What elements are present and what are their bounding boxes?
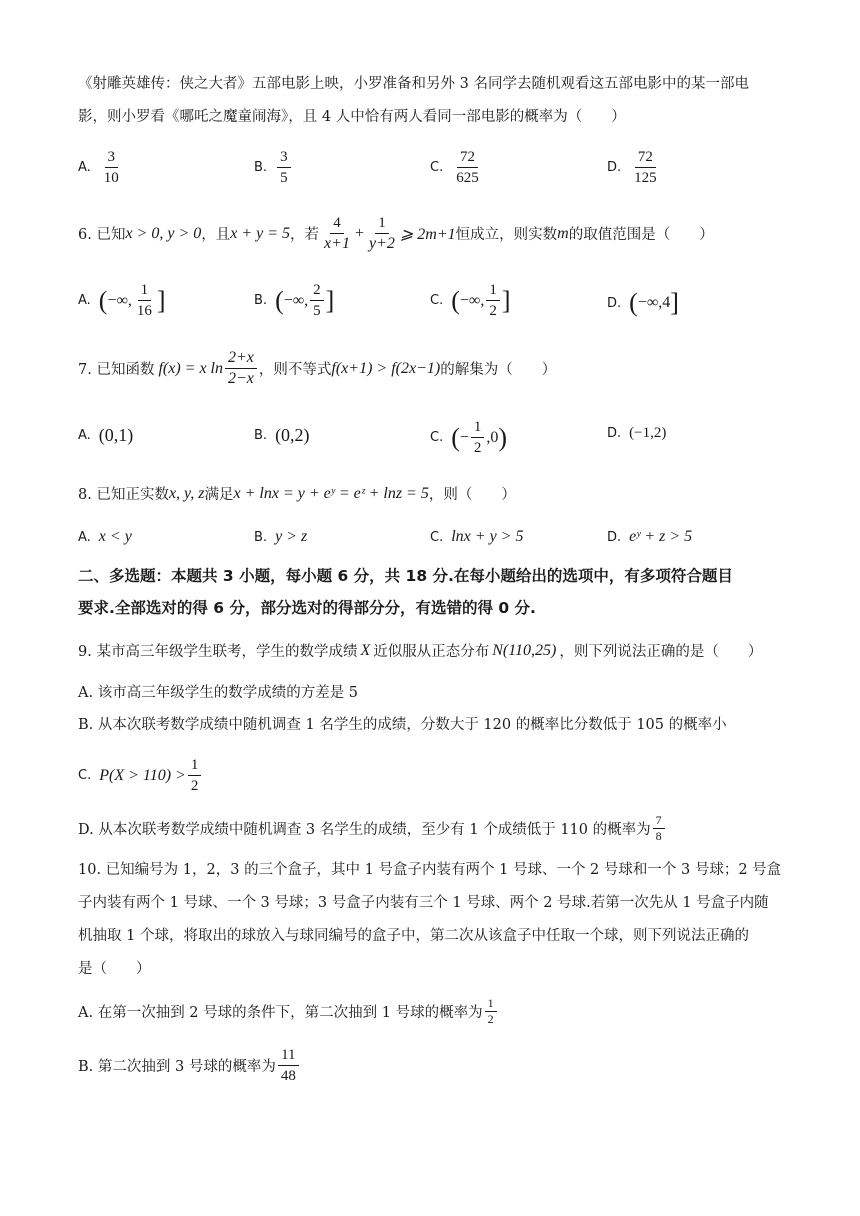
q8-option-c[interactable]: C. lnx + y > 5	[430, 528, 524, 545]
fraction: $\frac{11}{48}$	[278, 1046, 299, 1085]
option-label: B.	[254, 160, 268, 175]
fraction: $\frac{1}{16}$	[136, 282, 152, 319]
q6-option-a[interactable]: A. ( −∞, $\frac{1}{16}$ ]	[78, 282, 166, 319]
fraction: $\frac{1}{y+2}$	[368, 215, 395, 252]
fraction: $\frac{1}{2}$	[485, 997, 497, 1026]
q10-option-a[interactable]: A. 在第一次抽到 2 号球的条件下，第二次抽到 1 号球的概率为 $\frac{1}{2}$	[78, 997, 499, 1026]
q9-option-d[interactable]: D. 从本次联考数学成绩中随机调查 3 名学生的成绩，至少有 1 个成绩低于 110 的概率为 $\frac{7}{8}$	[78, 814, 667, 843]
q5-text-line2: 影，则小罗看《哪吒之魔童闹海》，且 4 人中恰有两人看同一部电影的概率为（ ）	[78, 109, 626, 125]
fraction: $\frac{3}{5}$	[277, 148, 291, 187]
q5-option-a[interactable]	[78, 148, 124, 187]
fraction: $\frac{4}{x+1}$	[324, 215, 350, 252]
fraction: $\frac{3}{10}$	[103, 149, 119, 186]
fraction: $\frac{1}{2}$	[471, 418, 485, 457]
option-label: D.	[607, 160, 622, 175]
q7-option-d[interactable]: D. (−1,2)	[607, 425, 667, 441]
option-label: C.	[430, 160, 444, 175]
option-label: A.	[78, 160, 91, 175]
q9-option-a[interactable]: A. 该市高三年级学生的数学成绩的方差是 5	[78, 685, 359, 701]
q10-option-b[interactable]: B. 第二次抽到 3 号球的概率为 $\frac{11}{48}$	[78, 1046, 301, 1085]
q9-stem: 9. 某市高三年级学生联考，学生的数学成绩 X 近似服从正态分布 N(110,25) ，则下列说法正确的是（ ）	[78, 641, 763, 660]
q7-option-c[interactable]: C. ( − $\frac{1}{2}$ ,0 )	[430, 419, 508, 456]
fraction: $\frac{2}{5}$	[310, 281, 324, 320]
q8-option-d[interactable]: D. eʸ + z > 5	[607, 528, 693, 545]
fraction: $\frac{2+x}{2-x}$	[225, 349, 257, 388]
fraction: $\frac{1}{2}$	[188, 756, 202, 795]
q7-stem: 7. 已知函数 f(x) = x ln $\frac{2+x}{2-x}$ ，则不等式 f(x+1) > f(2x−1) 的解集为（ ）	[78, 349, 557, 387]
q6-option-b[interactable]: B. ( −∞, $\frac{2}{5}$ ]	[254, 282, 335, 319]
q8-stem: 8. 已知正实数 x, y, z 满足 x + lnx = y + eʸ = eᶻ + lnz = 5 ，则（ ）	[78, 484, 516, 503]
q6-stem: 6. 已知 x > 0, y > 0 ，且 x + y = 5 ，若 $\frac{4}{x+1}$ + $\frac{1}{y+2}$ ⩾ 2m+1 恒成立，则实数 m 的取值范围是（ ）	[78, 215, 714, 252]
section-heading-line2: 要求.全部选对的得 6 分，部分选对的得部分分，有选错的得 0 分.	[78, 599, 536, 617]
q10-text-line4: 是（ ）	[78, 961, 151, 977]
q5-option-d[interactable]	[607, 148, 662, 187]
q10-text-line1: 10. 已知编号为 1，2，3 的三个盒子，其中 1 号盒子内装有两个 1 号球、一个 2 号球和一个 3 号球；2 号盒	[78, 862, 782, 878]
fraction: $\frac{1}{2}$	[486, 281, 500, 320]
fraction: $\frac{7}{8}$	[653, 814, 665, 843]
q8-option-b[interactable]: B. y > z	[254, 528, 308, 545]
section-heading-line1: 二、多选题：本题共 3 小题，每小题 6 分，共 18 分.在每小题给出的选项中，有多项符合题目	[78, 567, 733, 585]
fraction: $\frac{72}{125}$	[634, 149, 657, 186]
q9-option-c[interactable]: C. P(X > 110) > $\frac{1}{2}$	[78, 756, 203, 795]
q7-option-b[interactable]: B. (0,2)	[254, 425, 310, 445]
q6-option-d[interactable]: D. ( −∞,4 ]	[607, 288, 679, 317]
q7-option-a[interactable]: A. (0,1)	[78, 425, 134, 445]
fraction: $\frac{72}{625}$	[456, 149, 479, 186]
q5-option-c[interactable]	[430, 148, 484, 187]
q9-option-b[interactable]: B. 从本次联考数学成绩中随机调查 1 名学生的成绩，分数大于 120 的概率比分数低于 105 的概率小	[78, 717, 727, 733]
q5-text-line1: 《射雕英雄传：侠之大者》五部电影上映，小罗准备和另外 3 名同学去随机观看这五部电影中的某一部电	[78, 76, 749, 92]
q5-option-b[interactable]	[254, 148, 293, 187]
q6-option-c[interactable]: C. ( −∞, $\frac{1}{2}$ ]	[430, 282, 511, 319]
q8-option-a[interactable]: A. x < y	[78, 528, 132, 545]
q10-text-line3: 机抽取 1 个球，将取出的球放入与球同编号的盒子中，第二次从该盒子中任取一个球，则下列说法正确的	[78, 928, 749, 944]
q10-text-line2: 子内装有两个 1 号球、一个 3 号球；3 号盒子内装有三个 1 号球、两个 2 号球.若第一次先从 1 号盒子内随	[78, 895, 769, 911]
